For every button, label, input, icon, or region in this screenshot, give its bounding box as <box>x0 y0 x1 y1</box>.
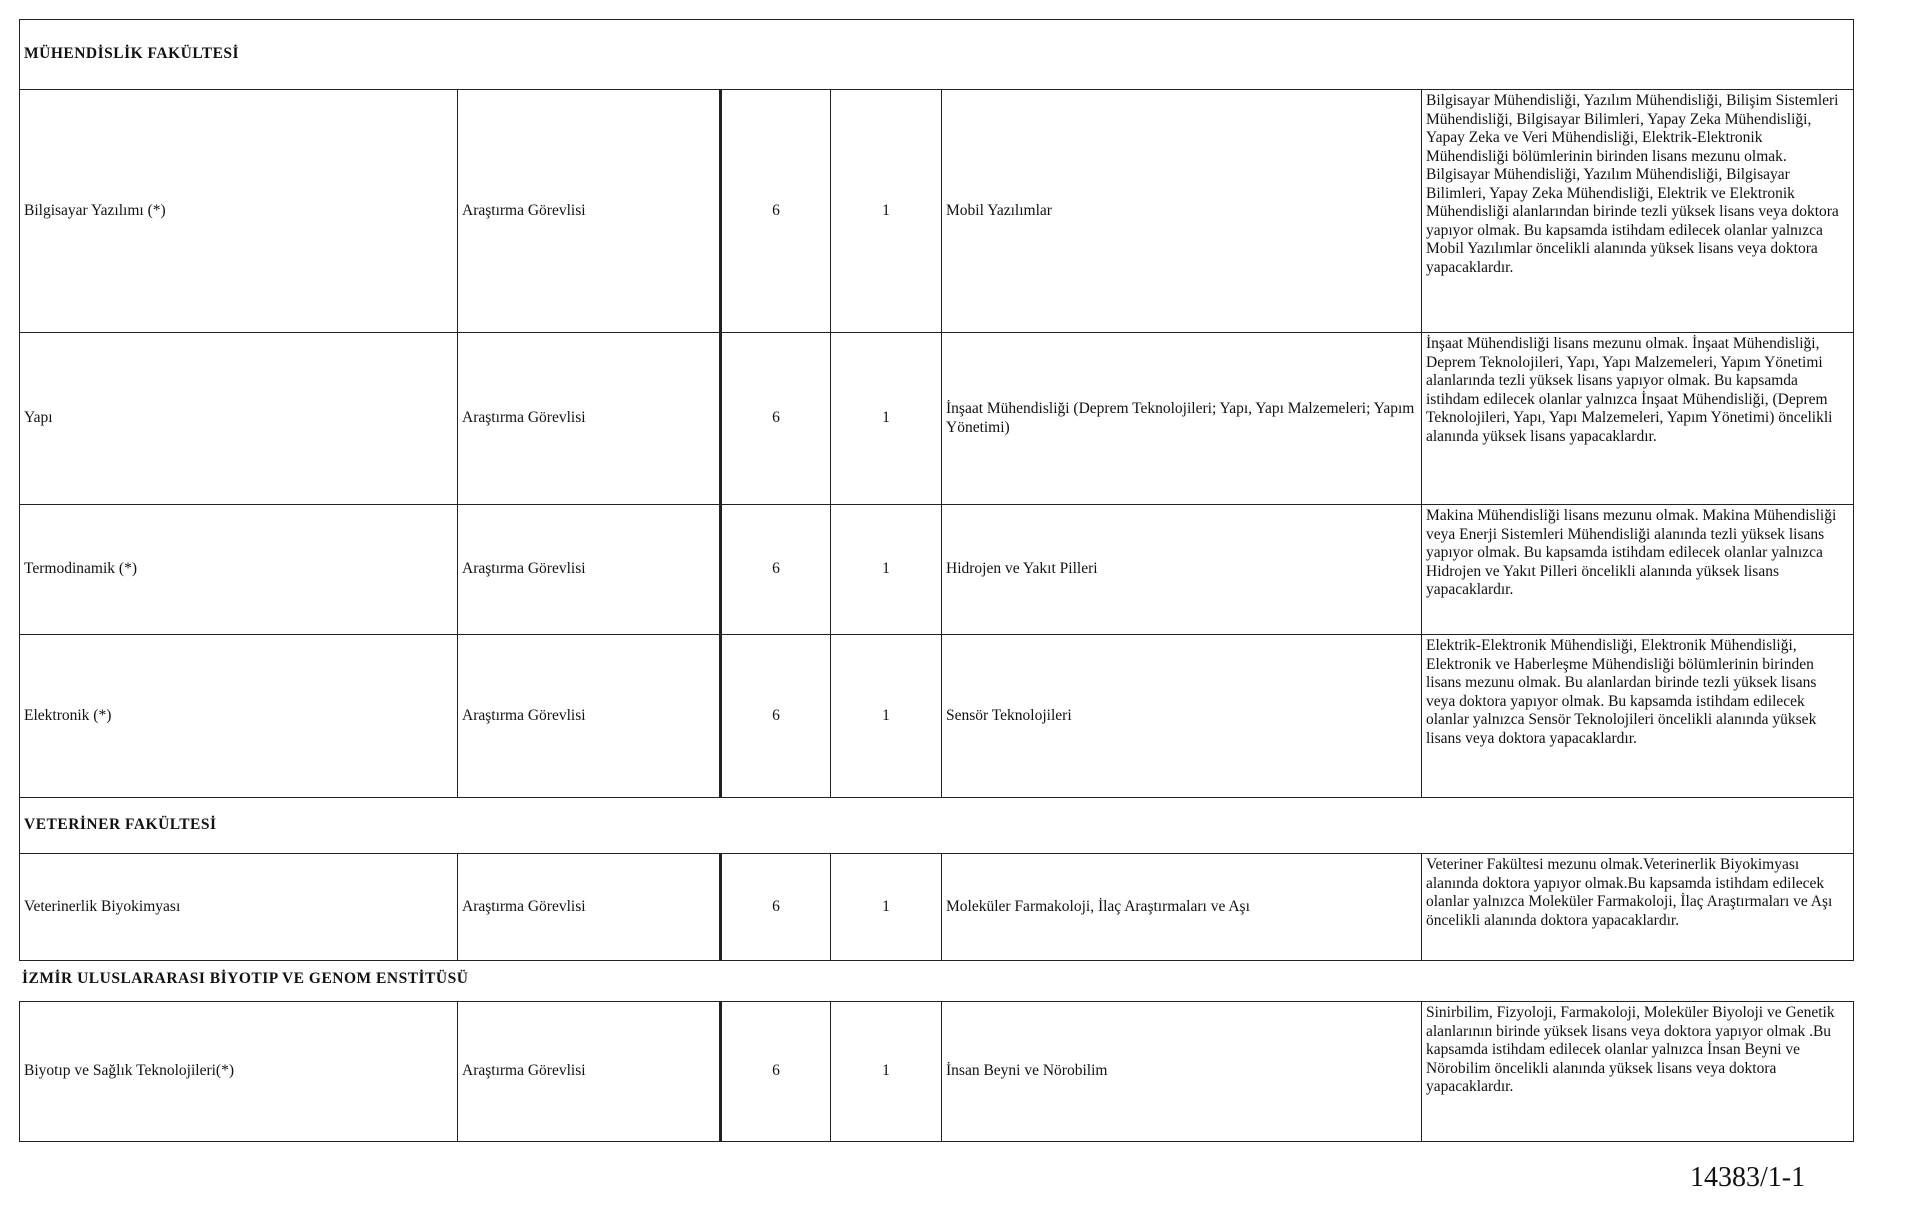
table-row <box>20 90 1854 333</box>
title-cell: Araştırma Görevlisi <box>458 505 721 635</box>
section-title: MÜHENDİSLİK FAKÜLTESİ <box>20 20 1854 90</box>
section-title: İZMİR ULUSLARARASI BİYOTIP VE GENOM ENSTİTÜSÜ <box>22 970 469 987</box>
count-cell: 1 <box>831 635 942 798</box>
veterinary-table <box>19 797 1854 961</box>
degree-cell: 6 <box>721 505 831 635</box>
count-cell: 1 <box>831 90 942 333</box>
requirements-cell: Elektrik-Elektronik Mühendisliği, Elektronik Mühendisliği, Elektronik ve Haberleşme Mühendisliği bölümlerinin birinden lisans mezunu olmak. Bu alanlardan birinde tezli yüksek lisans veya doktora yapıyor olmak. Bu kapsamda istihdam edilecek olanlar yalnızca Sensör Teknolojileri öncelikli alanında yüksek lisans veya doktora yapacaklardır. <box>1422 635 1854 798</box>
biomedicine-table <box>19 1001 1854 1142</box>
requirements-cell: Makina Mühendisliği lisans mezunu olmak. Makina Mühendisliği veya Enerji Sistemleri Mühendisliği alanında tezli yüksek lisans yapıyor olmak. Bu kapsamda istihdam edilecek olanlar yalnızca Hidrojen ve Yakıt Pilleri öncelikli alanında yüksek lisans yapacaklardır. <box>1422 505 1854 635</box>
title-cell: Araştırma Görevlisi <box>458 635 721 798</box>
title-cell: Araştırma Görevlisi <box>458 1002 721 1142</box>
requirements-cell: Sinirbilim, Fizyoloji, Farmakoloji, Moleküler Biyoloji ve Genetik alanlarının birinde yüksek lisans veya doktora yapıyor olmak .Bu kapsamda istihdam edilecek olanlar yalnızca İnsan Beyni ve Nörobilim öncelikli alanında yüksek lisans veya doktora yapacaklardır. <box>1422 1002 1854 1142</box>
page-code: 14383/1-1 <box>1690 1162 1806 1193</box>
field-cell: Moleküler Farmakoloji, İlaç Araştırmaları ve Aşı <box>942 854 1422 961</box>
title-cell: Araştırma Görevlisi <box>458 854 721 961</box>
requirements-cell: Veteriner Fakültesi mezunu olmak.Veterinerlik Biyokimyası alanında doktora yapıyor olmak.Bu kapsamda istihdam edilecek olanlar yalnızca Moleküler Farmakoloji, İlaç Araştırmaları ve Aşı öncelikli alanında doktora yapacaklardır. <box>1422 854 1854 961</box>
table-row <box>20 854 1854 961</box>
degree-cell: 6 <box>721 854 831 961</box>
degree-cell: 6 <box>721 635 831 798</box>
field-cell: Hidrojen ve Yakıt Pilleri <box>942 505 1422 635</box>
field-cell: İnsan Beyni ve Nörobilim <box>942 1002 1422 1142</box>
degree-cell: 6 <box>721 90 831 333</box>
section-title: VETERİNER FAKÜLTESİ <box>20 798 1854 854</box>
table-row <box>20 333 1854 505</box>
table-row <box>20 635 1854 798</box>
department-cell: Termodinamik (*) <box>20 505 458 635</box>
field-cell: İnşaat Mühendisliği (Deprem Teknolojileri; Yapı, Yapı Malzemeleri; Yapım Yönetimi) <box>942 333 1422 505</box>
count-cell: 1 <box>831 333 942 505</box>
department-cell: Biyotıp ve Sağlık Teknolojileri(*) <box>20 1002 458 1142</box>
count-cell: 1 <box>831 505 942 635</box>
table-row <box>20 1002 1854 1142</box>
degree-cell: 6 <box>721 1002 831 1142</box>
requirements-cell: Bilgisayar Mühendisliği, Yazılım Mühendisliği, Bilişim Sistemleri Mühendisliği, Bilgisayar Bilimleri, Yapay Zeka Mühendisliği, Yapay Zeka ve Veri Mühendisliği, Elektrik-Elektronik Mühendisliği bölümlerinin birinden lisans mezunu olmak. Bilgisayar Mühendisliği, Yazılım Mühendisliği, Bilgisayar Bilimleri, Yapay Zeka Mühendisliği, Elektrik ve Elektronik Mühendisliği alanlarından birinde tezli yüksek lisans veya doktora yapıyor olmak. Bu kapsamda istihdam edilecek olanlar yalnızca Mobil Yazılımlar öncelikli alanında yüksek lisans veya doktora yapacaklardır. <box>1422 90 1854 333</box>
table-row <box>20 505 1854 635</box>
count-cell: 1 <box>831 1002 942 1142</box>
field-cell: Mobil Yazılımlar <box>942 90 1422 333</box>
title-cell: Araştırma Görevlisi <box>458 90 721 333</box>
department-cell: Bilgisayar Yazılımı (*) <box>20 90 458 333</box>
department-cell: Yapı <box>20 333 458 505</box>
field-cell: Sensör Teknolojileri <box>942 635 1422 798</box>
engineering-table <box>19 19 1854 798</box>
department-cell: Veterinerlik Biyokimyası <box>20 854 458 961</box>
requirements-cell: İnşaat Mühendisliği lisans mezunu olmak. İnşaat Mühendisliği, Deprem Teknolojileri, Yapı, Yapı Malzemeleri, Yapım Yönetimi alanlarında tezli yüksek lisans yapıyor olmak. Bu kapsamda istihdam edilecek olanlar yalnızca İnşaat Mühendisliği, (Deprem Teknolojileri, Yapı, Yapı Malzemeleri, Yapım Yönetimi) öncelikli alanında yüksek lisans yapacaklardır. <box>1422 333 1854 505</box>
count-cell: 1 <box>831 854 942 961</box>
department-cell: Elektronik (*) <box>20 635 458 798</box>
degree-cell: 6 <box>721 333 831 505</box>
title-cell: Araştırma Görevlisi <box>458 333 721 505</box>
